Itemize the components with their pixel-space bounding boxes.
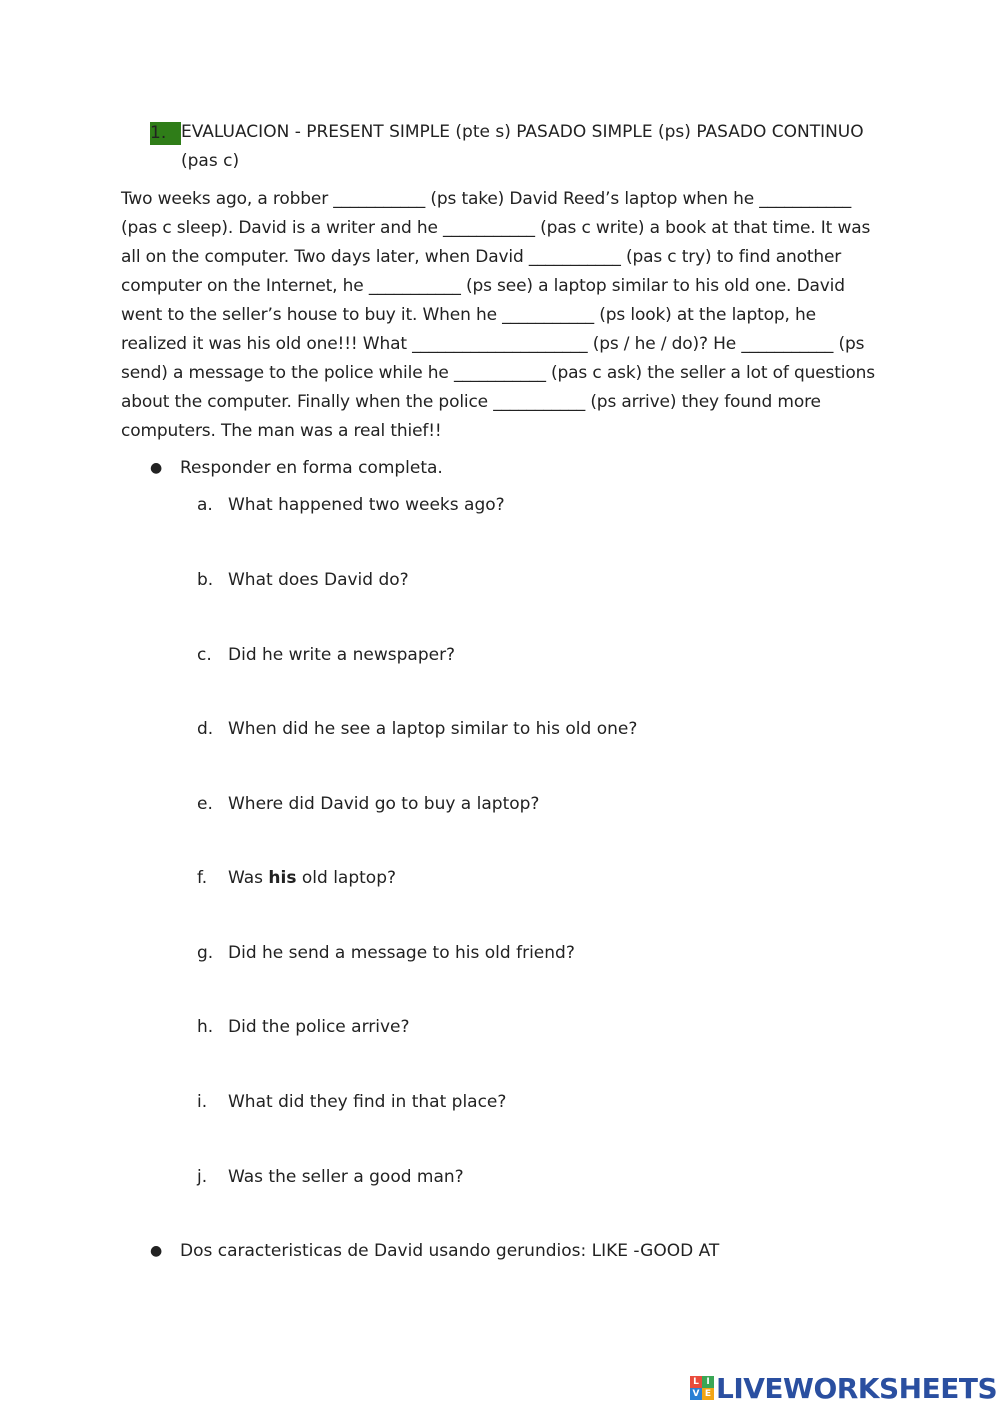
bullet-dot-icon: ● xyxy=(150,460,163,476)
question-letter: j. xyxy=(197,1167,208,1187)
question-letter: h. xyxy=(197,1017,214,1037)
question-text-pre: Was xyxy=(228,868,269,888)
bullet-text: Responder en forma completa. xyxy=(180,458,443,478)
question-letter: d. xyxy=(197,719,214,739)
question-text: Did he send a message to his old friend? xyxy=(228,943,575,963)
question-text: When did he see a laptop similar to his old one? xyxy=(228,719,638,739)
section-heading xyxy=(150,118,870,176)
question-letter: g. xyxy=(197,943,214,963)
liveworksheets-logo xyxy=(690,1373,997,1403)
question-letter: b. xyxy=(197,570,214,590)
question-text: What happened two weeks ago? xyxy=(228,495,505,515)
story-paragraph: Two weeks ago, a robber ___________ (ps take) David Reed’s laptop when he ___________ (pas c sleep). David is a writer and he ___________ (pas c write) a book at that time. It was all on the computer. Two days later, when David ___________ (pas c try) to find another computer on the Internet, he ___________ (ps see) a laptop similar to his old one. David went to the seller’s house to buy it. When he ___________ (ps look) at the laptop, he realized it was his old one!!! What _____________________ (ps / he / do)? He ___________ (ps send) a message to the police while he ___________ (pas c ask) the seller a lot of questions about the computer. Finally when the police ___________ (ps arrive) they found more computers. The man was a real thief!! xyxy=(121,189,875,441)
question-text: Did the police arrive? xyxy=(228,1017,410,1037)
question-letter: c. xyxy=(197,645,212,665)
question-letter: a. xyxy=(197,495,213,515)
heading-title: EVALUACION - PRESENT SIMPLE (pte s) PASADO SIMPLE (ps) PASADO CONTINUO (pas c) xyxy=(181,122,864,171)
bullet-dot-icon: ● xyxy=(150,1243,163,1259)
question-letter: i. xyxy=(197,1092,208,1112)
heading-number: 1. xyxy=(150,122,181,145)
question-text xyxy=(228,864,396,893)
question-text: Did he write a newspaper? xyxy=(228,645,456,665)
question-text: Where did David go to buy a laptop? xyxy=(228,794,540,814)
logo-letter: L xyxy=(690,1376,702,1388)
question-letter: f. xyxy=(197,868,208,888)
logo-text: LIVEWORKSHEETS xyxy=(716,1371,998,1405)
question-text: Was the seller a good man? xyxy=(228,1167,464,1187)
liveworksheets-logo-icon xyxy=(690,1376,714,1400)
bullet-text: Dos caracteristicas de David usando gerundios: LIKE -GOOD AT xyxy=(180,1241,720,1261)
logo-letter: V xyxy=(690,1388,702,1400)
logo-letter: I xyxy=(702,1376,714,1388)
question-text: What did they find in that place? xyxy=(228,1092,507,1112)
question-letter: e. xyxy=(197,794,213,814)
question-text-bold: his xyxy=(268,868,297,888)
question-text-post: old laptop? xyxy=(296,868,397,888)
question-text: What does David do? xyxy=(228,570,409,590)
logo-letter: E xyxy=(702,1388,714,1400)
